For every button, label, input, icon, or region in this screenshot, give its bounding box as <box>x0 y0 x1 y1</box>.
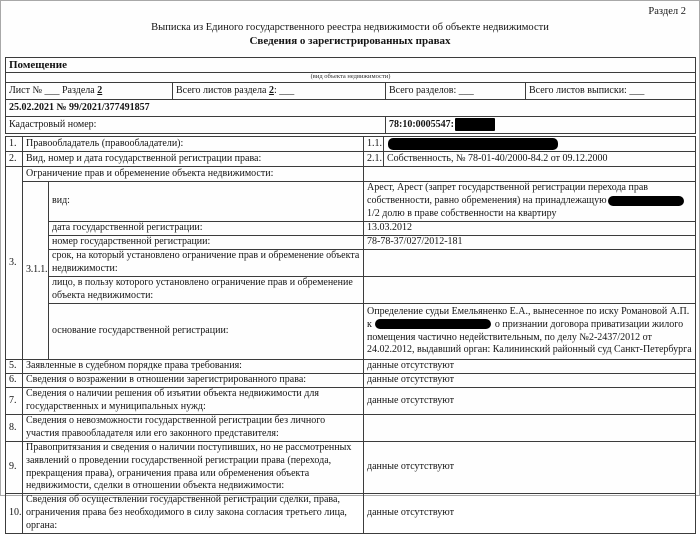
sheet-number: Лист № ___ Раздела 2 <box>6 83 173 100</box>
row-subnumber: 3.1.1. <box>23 182 49 360</box>
table-row-8 <box>6 415 696 442</box>
table-row-10 <box>6 494 696 533</box>
row-number: 1. <box>6 137 23 152</box>
row-label: срок, на который установлено ограничение прав и обременение объекта недвижимости: <box>49 250 364 277</box>
row-label: Правопритязания и сведения о наличии поступивших, но не рассмотренных заявлений о проведении государственной регистрации права (перехода, прекращения права), ограничения права или обременения объекта недвижимости, сделки в отношении объекта недвижимости: <box>23 442 364 494</box>
sheets-total-section: Всего листов раздела 2: ___ <box>173 83 386 100</box>
sections-total: Всего разделов: ___ <box>386 83 526 100</box>
redaction-bar <box>388 138 558 150</box>
row-value: данные отсутствуют <box>364 374 696 388</box>
row-label: дата государственной регистрации: <box>49 222 364 236</box>
row-number: 9. <box>6 442 23 494</box>
table-row-3-term <box>6 250 696 277</box>
row-number: 5. <box>6 360 23 374</box>
row-label: Ограничение прав и обременение объекта недвижимости: <box>23 167 364 182</box>
table-row-3-kind <box>6 182 696 222</box>
row-subnumber: 1.1. <box>364 137 384 152</box>
row-value <box>384 137 696 152</box>
row-label: Сведения о возражении в отношении зарегистрированного права: <box>23 374 364 388</box>
table-row-5 <box>6 360 696 374</box>
row-value-empty <box>364 277 696 304</box>
row-label: Сведения о невозможности государственной регистрации без личного участия правообладателя или его законного представителя: <box>23 415 364 442</box>
table-row-3-reg-date <box>6 222 696 236</box>
table-row-9 <box>6 442 696 494</box>
row-label: Правообладатель (правообладатели): <box>23 137 364 152</box>
object-type-row <box>6 58 696 73</box>
row-value: данные отсутствуют <box>364 388 696 415</box>
sheets-total-extract: Всего листов выписки: ___ <box>526 83 696 100</box>
document-subtitle: Сведения о зарегистрированных правах <box>249 35 451 47</box>
cadastral-row <box>6 117 696 134</box>
row-value: 13.03.2012 <box>364 222 696 236</box>
cadastral-label: Кадастровый номер: <box>6 117 386 134</box>
table-row-3-restriction <box>6 167 696 182</box>
row-number: 6. <box>6 374 23 388</box>
redaction-bar <box>455 118 495 131</box>
row-label: вид: <box>49 182 364 222</box>
row-value: данные отсутствуют <box>364 360 696 374</box>
rights-table <box>5 136 696 534</box>
row-value-empty <box>364 167 696 182</box>
table-row-3-basis <box>6 304 696 360</box>
row-label: Сведения о наличии решения об изъятии объекта недвижимости для государственных и муниципальных нужд: <box>23 388 364 415</box>
row-value: 78-78-37/027/2012-181 <box>364 236 696 250</box>
cadastral-value: 78:10:0005547: <box>386 117 696 134</box>
underlined-number: 2 <box>97 84 103 96</box>
row-number: 7. <box>6 388 23 415</box>
row-subnumber: 2.1. <box>364 152 384 167</box>
header-table <box>5 57 696 134</box>
row-value: Арест, Арест (запрет государственной регистрации перехода прав собственности, равно обременения) на принадлежащую1/2 долю в праве собственности на квартиру <box>364 182 696 222</box>
row-value <box>364 415 696 442</box>
row-number: 3. <box>6 167 23 360</box>
row-number: 8. <box>6 415 23 442</box>
row-label: лицо, в пользу которого установлено ограничение прав и обременение объекта недвижимости: <box>49 277 364 304</box>
table-row-3-person <box>6 277 696 304</box>
row-number: 10. <box>6 494 23 533</box>
table-row-1 <box>6 137 696 152</box>
row-label: основание государственной регистрации: <box>49 304 364 360</box>
doc-date-row <box>6 100 696 117</box>
row-value: Определение судьи Емельяненко Е.А., вынесенное по иску Романовой А.П. к о признании договора приватизации жилого помещения частично недействительным, по делу №2-2437/2012 от 24.02.2012, выдавший орган: Калининский районный суд Санкт-Петербурга <box>364 304 696 360</box>
redaction-bar <box>608 196 684 206</box>
row-label: Сведения об осуществлении государственной регистрации сделки, права, ограничения права без необходимого в силу закона согласия третьего лица, органа: <box>23 494 364 533</box>
row-value: Собственность, № 78-01-40/2000-84.2 от 09.12.2000 <box>384 152 696 167</box>
section-label: Раздел 2 <box>648 6 686 17</box>
row-value: данные отсутствуют <box>364 442 696 494</box>
row-label: Вид, номер и дата государственной регистрации права: <box>23 152 364 167</box>
row-value-empty <box>364 250 696 277</box>
doc-date-number: 25.02.2021 № 99/2021/377491857 <box>6 100 696 117</box>
row-label: номер государственной регистрации: <box>49 236 364 250</box>
underlined-number: 2 <box>268 84 274 96</box>
table-row-2 <box>6 152 696 167</box>
table-row-6 <box>6 374 696 388</box>
document-title: Выписка из Единого государственного реестра недвижимости об объекте недвижимости <box>151 22 549 33</box>
table-row-3-reg-number <box>6 236 696 250</box>
sheet-info-row <box>6 83 696 100</box>
table-row-7 <box>6 388 696 415</box>
object-type: Помещение <box>6 58 696 73</box>
redaction-bar <box>375 319 491 329</box>
row-value: данные отсутствуют <box>364 494 696 533</box>
object-type-caption-row <box>6 73 696 83</box>
object-type-caption: (вид объекта недвижимости) <box>6 73 696 83</box>
row-label: Заявленные в судебном порядке права требования: <box>23 360 364 374</box>
row-number: 2. <box>6 152 23 167</box>
